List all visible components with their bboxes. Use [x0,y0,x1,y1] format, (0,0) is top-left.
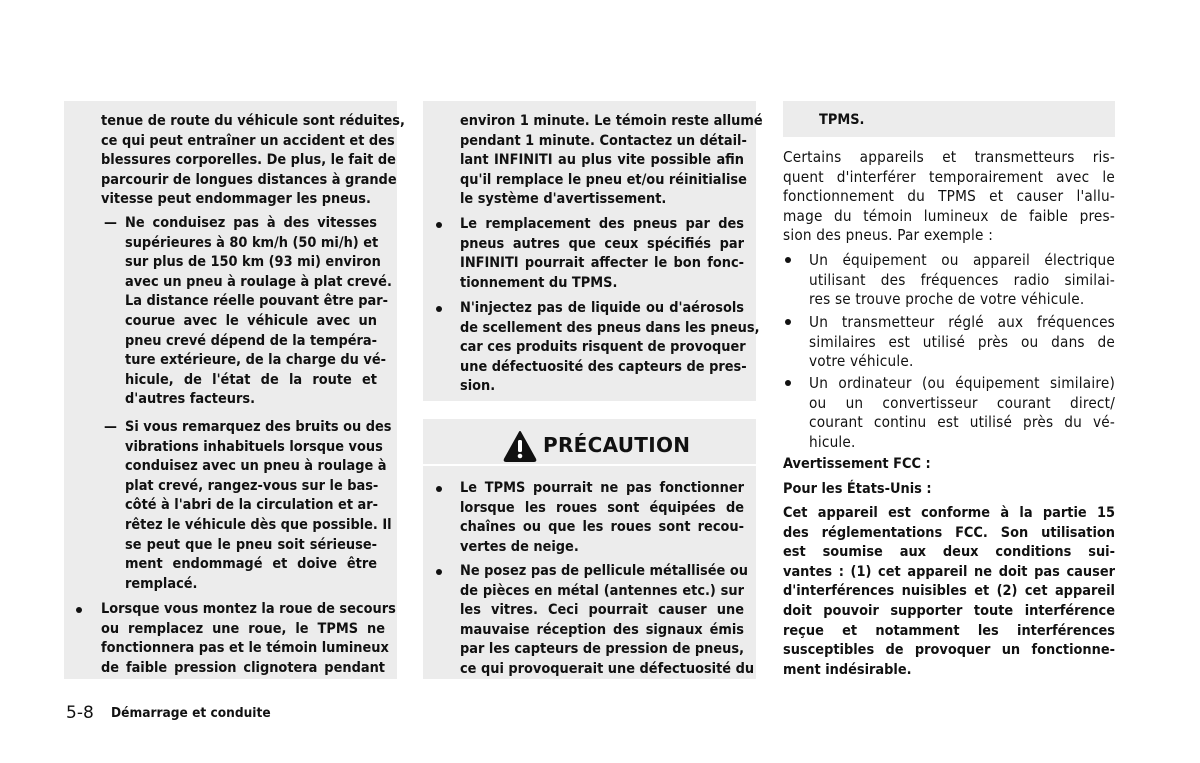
section-title: Démarrage et conduite [111,705,271,721]
col1-dash1: Ne conduisez pas à des vitesses supérieures à 80 km/h (50 mi/h) et sur plus de 150 km (93 mi) environ avec un pneu à roulage à plat crevé. La distance réelle pouvant être par- courue avec le véhicule avec un pneu crevé dépend de la tempéra- ture extérieure, de la charge du vé- hicule, de l'état de la route et d'autres facteurs. [125,215,392,408]
col2-intro: environ 1 minute. Le témoin reste allumé pendant 1 minute. Contactez un détail- lant INFINITI au plus vite possible afin qu'il remplace le pneu et/ou réinitialise le système d'avertissement. [460,113,763,208]
col3-fcc-text: Cet appareil est conforme à la partie 15 des réglementations FCC. Son utilisation est soumise aux deux conditions sui- vantes : (1) cet appareil ne doit pas causer d'interférences nuisibles et (2) cet appareil doit pouvoir supporter toute interférence reçue et notamment les interférences susceptibles de provoquer un fonctionne- ment indésirable. [783,505,1115,678]
bullet-icon [436,306,442,312]
col2-bullet2: N'injectez pas de liquide ou d'aérosols de scellement des pneus dans les pneus, car ces produits risquent de provoquer une défectuosité des capteurs de pres- sion. [460,300,760,395]
caution-title: PRÉCAUTION [543,433,691,457]
page-number: 5-8 [66,703,94,723]
col2-caution-bullet1: Le TPMS pourrait ne pas fonctionner lorsque les roues sont équipées de chaînes ou que les roues sont recou- vertes de neige. [460,480,744,555]
warning-triangle-icon [503,430,537,462]
bullet-icon [785,257,791,263]
col3-bullet2: Un transmetteur réglé aux fréquences similaires est utilisé près ou dans de votre véhicule. [809,313,1115,371]
col1-intro: tenue de route du véhicule sont réduites, ce qui peut entraîner un accident et des blessures corporelles. De plus, le fait de parcourir de longues distances à grande vitesse peut endommager les pneus. [101,113,405,208]
col1-dash2: Si vous remarquez des bruits ou des vibrations inhabituels lorsque vous conduisez avec un pneu à roulage à plat crevé, rangez-vous sur le bas- côté à l'abri de la circulation et ar- rêtez le véhicule dès que possible. Il se peut que le pneu soit sérieuse- ment endommagé et doive être remplacé. [125,419,392,592]
dash-marker: — [104,215,117,231]
col3-intro: Certains appareils et transmetteurs ris- quent d'interférer temporairement avec le fonctionnement du TPMS et causer l'allu- mage du témoin lumineux de faible pres- sion des pneus. Par exemple : [783,148,1115,245]
col3-bullet1: Un équipement ou appareil électrique utilisant des fréquences radio similai- res se trouve proche de votre véhicule. [809,251,1115,309]
col2-bullet1: Le remplacement des pneus par des pneus autres que ceux spécifiés par INFINITI pourrait affecter le bon fonc- tionnement du TPMS. [460,216,744,291]
col2-caution-bullet2: Ne posez pas de pellicule métallisée ou de pièces en métal (antennes etc.) sur les vitres. Ceci pourrait causer une mauvaise réception des signaux émis par les capteurs de pression de pneus, ce qui provoquerait une défectuosité du [460,563,755,677]
dash-marker: — [104,419,117,435]
col1-bullet1: Lorsque vous montez la roue de secours ou remplacez une roue, le TPMS ne fonctionnera pas et le témoin lumineux de faible pression clignotera pendant [101,601,396,676]
tpms-heading: TPMS. [819,112,865,128]
bullet-icon [785,380,791,386]
bullet-icon [436,486,442,492]
bullet-icon [436,569,442,575]
bullet-icon [76,607,82,613]
col3-fcc-heading: Avertissement FCC : [783,456,931,472]
bullet-icon [436,222,442,228]
col3-bullet3: Un ordinateur (ou équipement similaire) ou un convertisseur courant direct/ courant continu est utilisé près du vé- hicule. [809,374,1115,451]
col3-us-heading: Pour les États-Unis : [783,481,932,497]
bullet-icon [785,319,791,325]
